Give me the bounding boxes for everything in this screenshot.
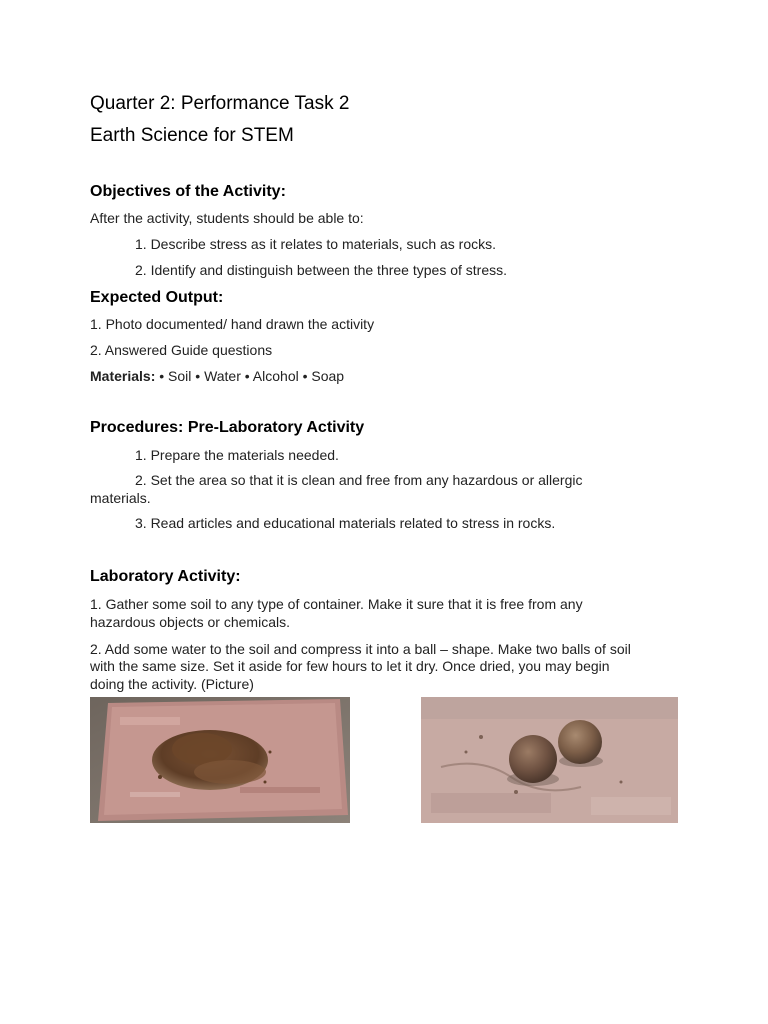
objective-item: 2. Identify and distinguish between the three types of stress. xyxy=(135,262,507,278)
materials-line xyxy=(90,368,344,384)
soil-pile-photo xyxy=(90,697,350,823)
expected-output-item: 2. Answered Guide questions xyxy=(90,342,273,358)
lab-step-2-line: 2. Add some water to the soil and compress it into a ball – shape. Make two balls of soil xyxy=(90,641,631,657)
lab-heading: Laboratory Activity: xyxy=(90,568,241,585)
pre-lab-item: 2. Set the area so that it is clean and free from any hazardous or allergic xyxy=(135,472,583,488)
objective-item: 1. Describe stress as it relates to materials, such as rocks. xyxy=(135,236,497,252)
objectives-heading: Objectives of the Activity: xyxy=(90,183,286,200)
lab-step-2-line: with the same size. Set it aside for few hours to let it dry. Once dried, you may begin xyxy=(90,658,610,674)
soil-balls-photo xyxy=(421,697,678,823)
expected-output-item: 1. Photo documented/ hand drawn the activity xyxy=(90,316,375,332)
materials-list: • Soil • Water • Alcohol • Soap xyxy=(159,368,345,384)
title-line-2: Earth Science for STEM xyxy=(90,125,294,146)
title-line-1: Quarter 2: Performance Task 2 xyxy=(90,93,350,114)
pre-lab-item-continued: materials. xyxy=(90,490,151,506)
lab-step-1-line: hazardous objects or chemicals. xyxy=(90,614,290,630)
objectives-intro: After the activity, students should be able to: xyxy=(90,210,364,226)
lab-step-1-line: 1. Gather some soil to any type of container. Make it sure that it is free from any xyxy=(90,596,583,612)
pre-lab-heading: Procedures: Pre-Laboratory Activity xyxy=(90,419,365,436)
soil-pile-image xyxy=(90,697,350,823)
pre-lab-item: 3. Read articles and educational materials related to stress in rocks. xyxy=(135,515,556,531)
expected-output-heading: Expected Output: xyxy=(90,289,224,306)
materials-label: Materials: xyxy=(90,368,156,384)
soil-balls-image xyxy=(421,697,678,823)
pre-lab-item: 1. Prepare the materials needed. xyxy=(135,447,339,463)
lab-step-2-line: doing the activity. (Picture) xyxy=(90,676,254,692)
